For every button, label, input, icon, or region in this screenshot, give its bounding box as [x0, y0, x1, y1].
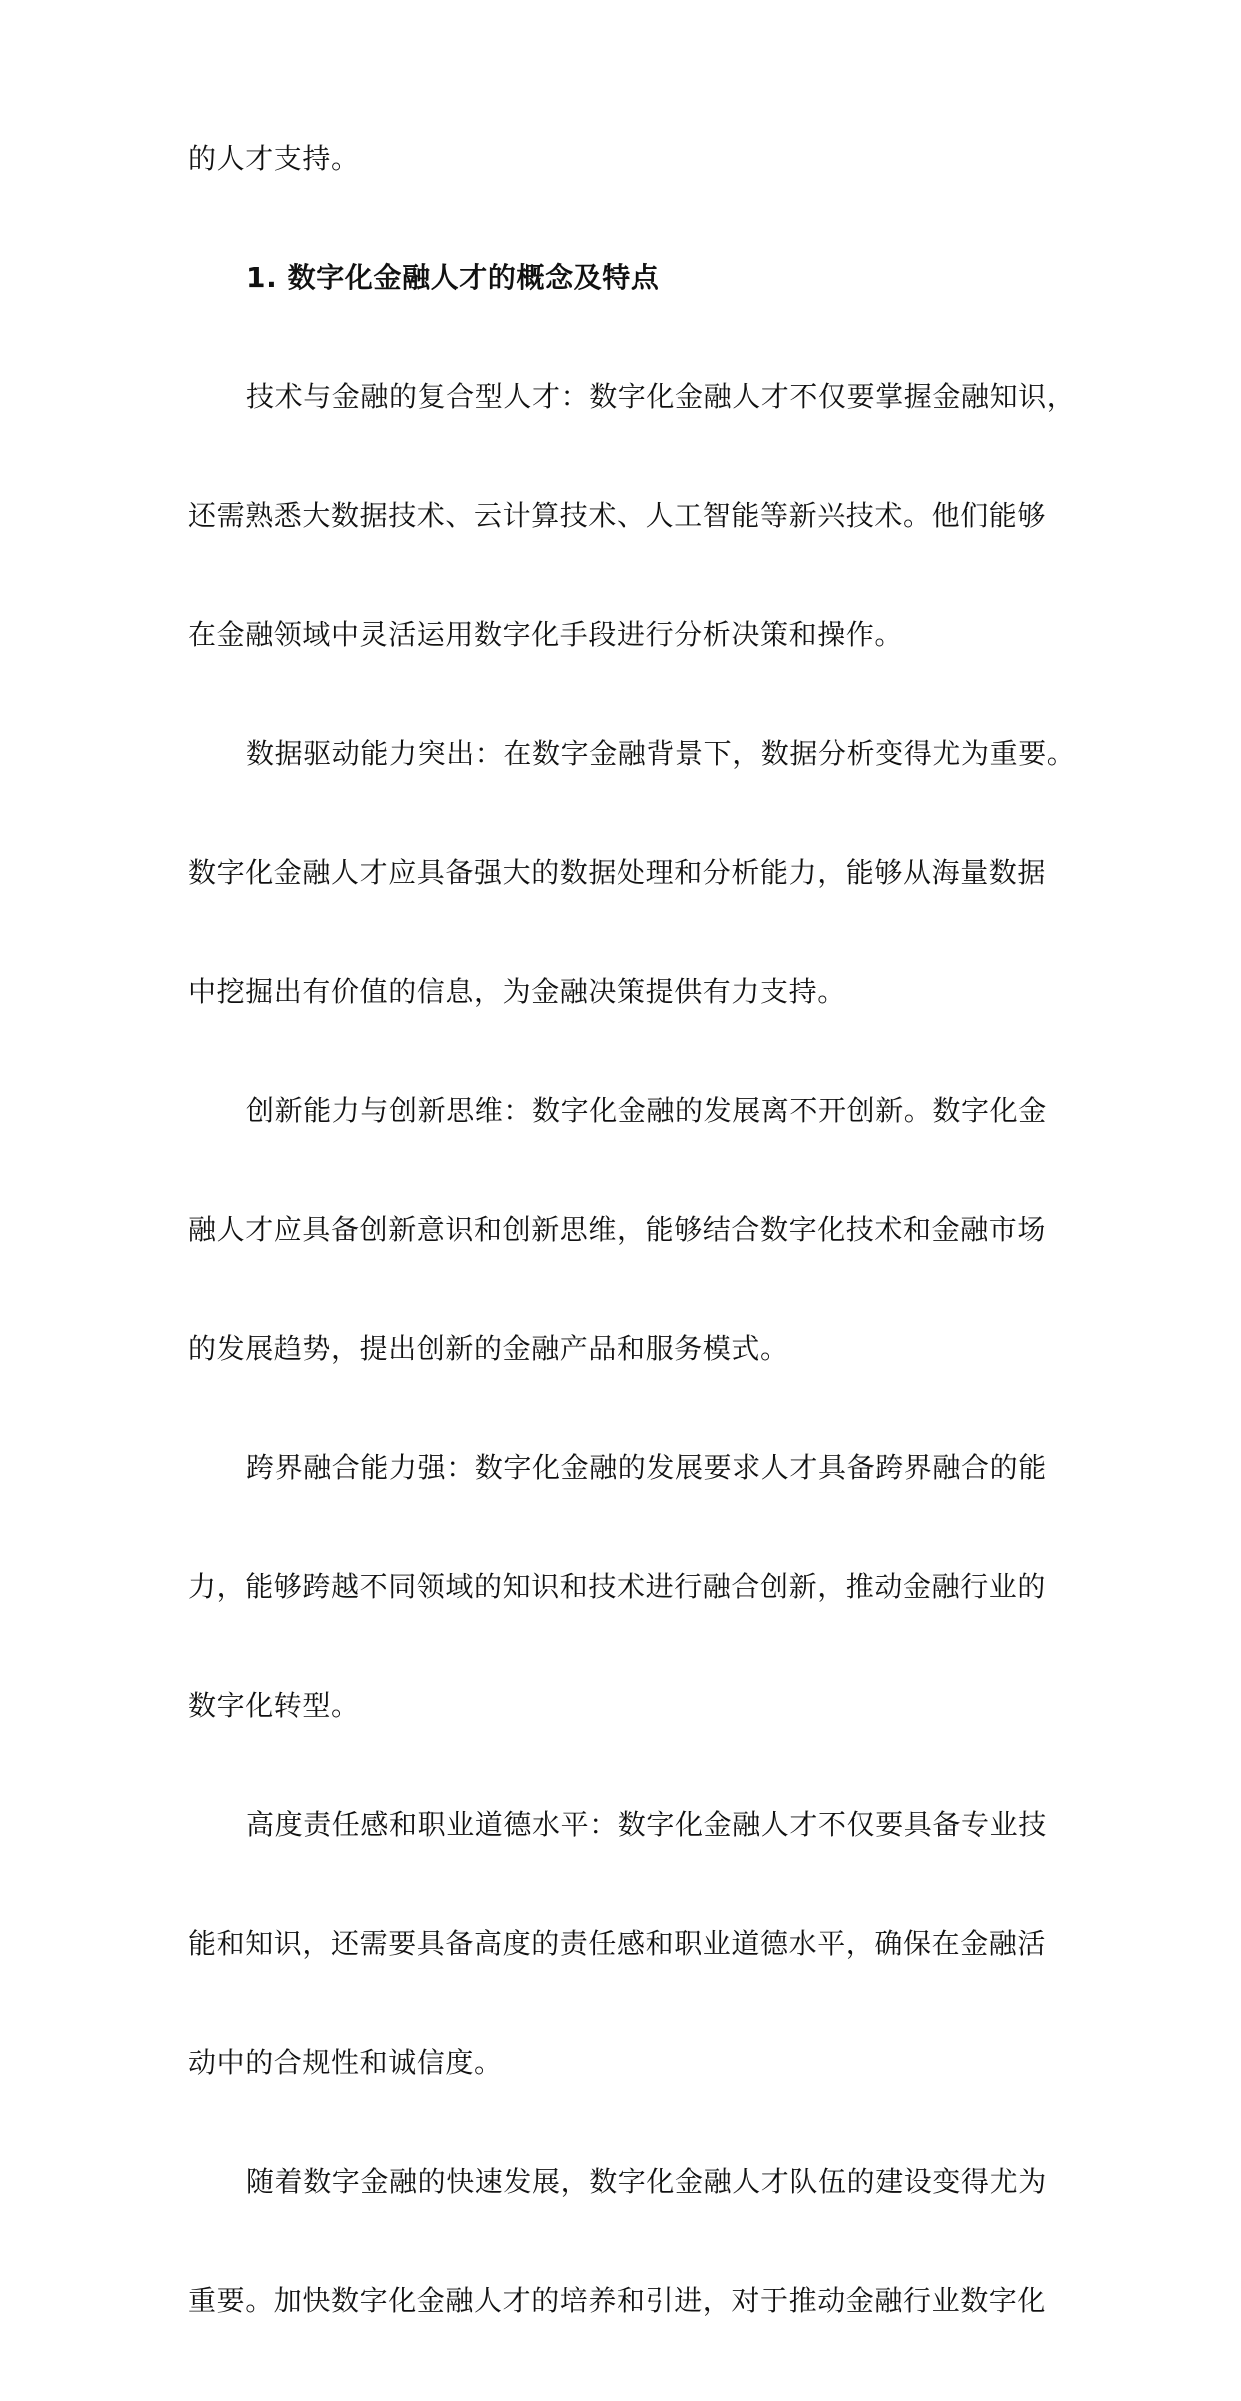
section-heading: 1. 数字化金融人才的概念及特点	[246, 261, 660, 294]
paragraph-line: 创新能力与创新思维：数字化金融的发展离不开创新。数字化金	[246, 1094, 1047, 1127]
paragraph-line: 跨界融合能力强：数字化金融的发展要求人才具备跨界融合的能	[246, 1451, 1047, 1484]
paragraph-line: 在金融领域中灵活运用数字化手段进行分析决策和操作。	[188, 618, 904, 651]
paragraph-line: 高度责任感和职业道德水平：数字化金融人才不仅要具备专业技	[246, 1808, 1047, 1841]
paragraph-line: 融人才应具备创新意识和创新思维，能够结合数字化技术和金融市场	[188, 1213, 1047, 1246]
paragraph-line: 重要。加快数字化金融人才的培养和引进，对于推动金融行业数字化	[188, 2284, 1047, 2317]
document-body	[188, 140, 1076, 2401]
paragraph-line: 数据驱动能力突出：在数字金融背景下，数据分析变得尤为重要。	[246, 737, 1076, 770]
paragraph-line: 力，能够跨越不同领域的知识和技术进行融合创新，推动金融行业的	[188, 1570, 1047, 1603]
paragraph-line: 的人才支持。	[188, 142, 360, 175]
paragraph-line: 中挖掘出有价值的信息，为金融决策提供有力支持。	[188, 975, 846, 1008]
paragraph-line: 动中的合规性和诚信度。	[188, 2046, 503, 2079]
paragraph-line: 随着数字金融的快速发展，数字化金融人才队伍的建设变得尤为	[246, 2165, 1047, 2198]
paragraph-line: 的发展趋势，提出创新的金融产品和服务模式。	[188, 1332, 789, 1365]
paragraph-line: 技术与金融的复合型人才：数字化金融人才不仅要掌握金融知识，	[246, 380, 1076, 413]
paragraph-line: 数字化金融人才应具备强大的数据处理和分析能力，能够从海量数据	[188, 856, 1047, 889]
paragraph-line: 数字化转型。	[188, 1689, 360, 1722]
paragraph-line: 能和知识，还需要具备高度的责任感和职业道德水平，确保在金融活	[188, 1927, 1047, 1960]
paragraph-line: 还需熟悉大数据技术、云计算技术、人工智能等新兴技术。他们能够	[188, 499, 1047, 532]
